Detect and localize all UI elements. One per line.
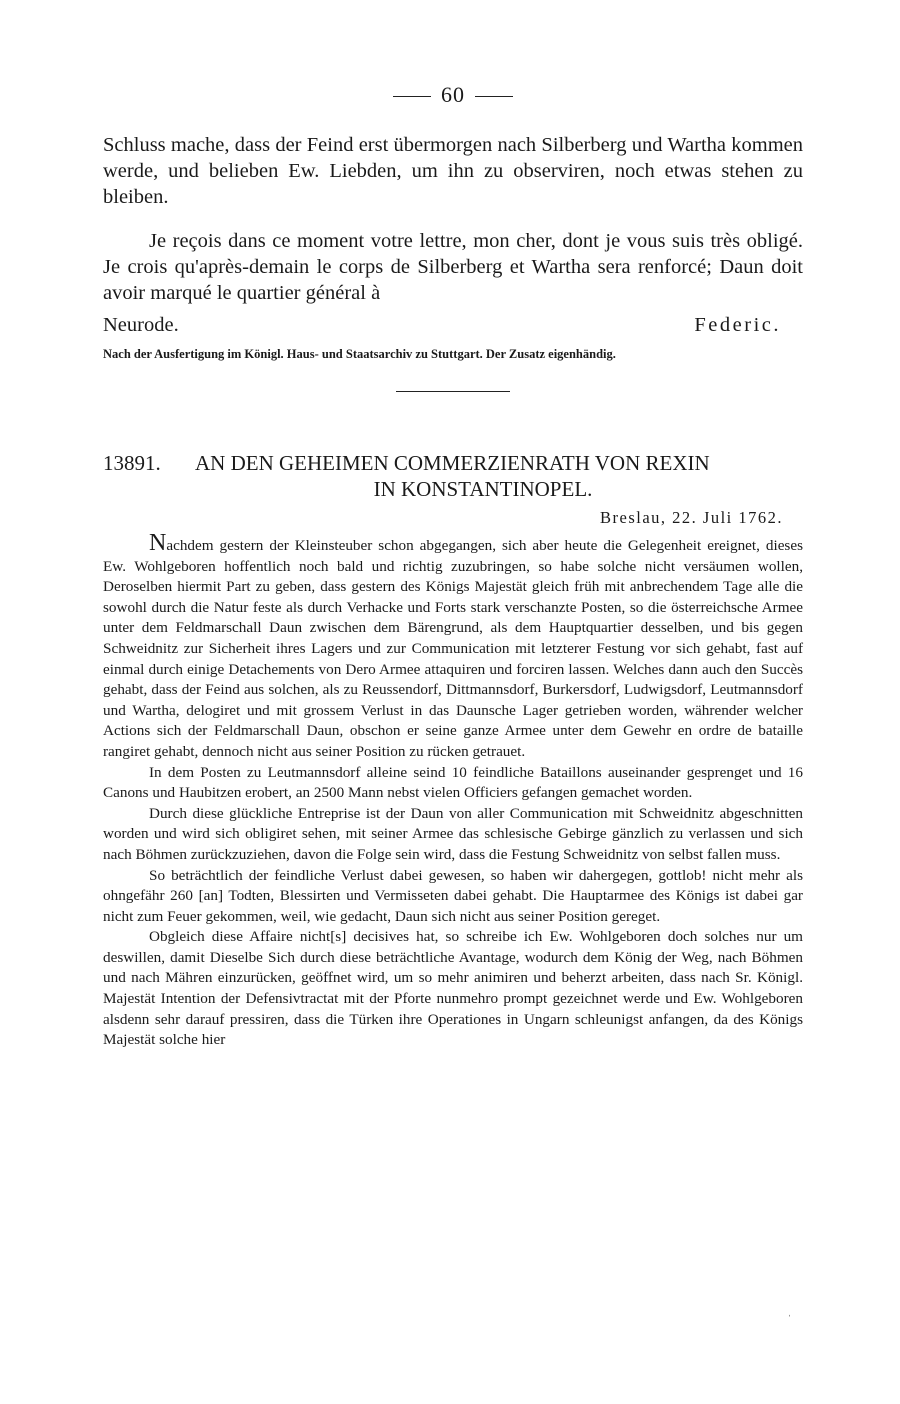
stray-mark: ˌ bbox=[788, 1306, 792, 1317]
letter-paragraph: So beträchtlich der feindliche Verlust dabei gewesen, so haben wir dahergegen, gottlob! nicht mehr als ohngefähr 260 [an] Todten, Blessirten und Vermisseten dabei gehabt. Die Hauptarmee des Königs ist dabei gar nicht zum Feuer gekommen, weil, wie gedacht, Daun sich nicht aus seiner Position gereget. bbox=[103, 866, 803, 925]
page-number: 60 bbox=[441, 82, 465, 107]
french-postscript: Je reçois dans ce moment votre lettre, mon cher, dont je vous suis très obligé. Je crois qu'après-demain le corps de Silberberg et Wartha sera renforcé; Daun doit avoir marqué le quartier général à bbox=[103, 230, 803, 304]
letter-paragraph: Durch diese glückliche Entreprise ist der Daun von aller Communication mit Schweidnitz abgeschnitten worden und wird sich obligiret sehen, mit seiner Armee das schlesische Gebirge gänzlich zu verlassen und sich nach Böhmen zurückzuziehen, davon die Folge sein wird, dass die Festung Schweidnitz von selbst fallen muss. bbox=[103, 804, 803, 863]
page-number-line bbox=[103, 82, 803, 108]
letter-paragraph: In dem Posten zu Leutmannsdorf alleine seind 10 feindliche Bataillons auseinander gesprenget und 16 Canons und Haubitzen erobert, an 2500 Mann nebst vielen Officiers gefangen gemachet worden. bbox=[103, 763, 803, 802]
letter-dateline: Breslau, 22. Juli 1762. bbox=[600, 508, 783, 527]
page-number-dash-right bbox=[475, 96, 513, 97]
signature: Federic. bbox=[694, 314, 781, 336]
source-note: Nach der Ausfertigung im Königl. Haus- und Staatsarchiv zu Stuttgart. Der Zusatz eigenhändig. bbox=[103, 347, 616, 361]
closing-row bbox=[103, 306, 803, 338]
letter-number: 13891. bbox=[103, 451, 161, 475]
letter-heading-line1: AN DEN GEHEIMEN COMMERZIENRATH VON REXIN bbox=[195, 451, 710, 475]
document-page bbox=[103, 82, 803, 1051]
continuation-paragraph: Schluss mache, dass der Feind erst übermorgen nach Silberberg und Wartha kommen werde, und belieben Ew. Liebden, um ihn zu observiren, noch etwas stehen zu bleiben. bbox=[103, 134, 803, 208]
letter-heading-line2: IN KONSTANTINOPEL. bbox=[373, 477, 593, 501]
letter-heading bbox=[103, 450, 803, 502]
page-number-dash-left bbox=[393, 96, 431, 97]
letter-paragraph: Obgleich diese Affaire nicht[s] decisives hat, so schreibe ich Ew. Wohlgeboren doch solches nur um deswillen, damit Dieselbe Sich durch diese beträchtliche Avantage, wodurch dem König der Weg, nach Böhmen und nach Mähren einzurücken, geöffnet wird, um so mehr animiren und beherzt arbeiten, dass nach Sr. Königl. Majestät Intention der Defensivtractat mit der Pforte nunmehro prompt gezeichnet werde und Ew. Wohlgeboren alsdenn sehr darauf pressiren, dass die Türken ihre Operationes in Ungarn schleunigst anfangen, da des Königs Majestät solche hier bbox=[103, 928, 803, 1049]
initial-letter: N bbox=[149, 530, 167, 556]
section-divider bbox=[396, 391, 510, 392]
letter-paragraph-text: achdem gestern der Kleinsteuber schon abgegangen, sich aber heute die Gelegenheit ereignet, dieses Ew. Wohlgeboren hoffentlich noch bald und richtig zuzubringen, so habe solche nicht versäumen wollen, Deroselben hiermit Part zu geben, dass gestern des Königs Majestät gleich früh mit anbrechendem Tage alle die sowohl durch die Natur feste als durch Verhacke und Forts stark verschanzte Posten, so die österreichsche Armee unter dem Feldmarschall Daun zwischen dem Bärengrund, als dem Hauptquartier desselben, und bis gegen Schweidnitz zur Sicherheit ihres Lagers und zur Communication mit letzterer Festung vor sich gehabt, fast auf einmal durch einige Detachements von Dero Armee attaquiren und forciren lassen. Welches dann auch den Succès gehabt, dass der Feind aus solchen, als zu Reussendorf, Dittmannsdorf, Burkersdorf, Ludwigsdorf, Leutmannsdorf und Wartha, delogiret und mit grossem Verlust in das Daunsche Lager getrieben worden, währender welcher Actions sich der Feldmarschall Daun, obschon er seine ganze Armee unter dem Gewehr en ordre de bataille rangiret gehabt, dennoch nicht aus seiner Position zu rücken getrauet. bbox=[103, 537, 803, 760]
french-postscript-end: Neurode. bbox=[103, 314, 179, 336]
letter-paragraph bbox=[103, 530, 803, 763]
